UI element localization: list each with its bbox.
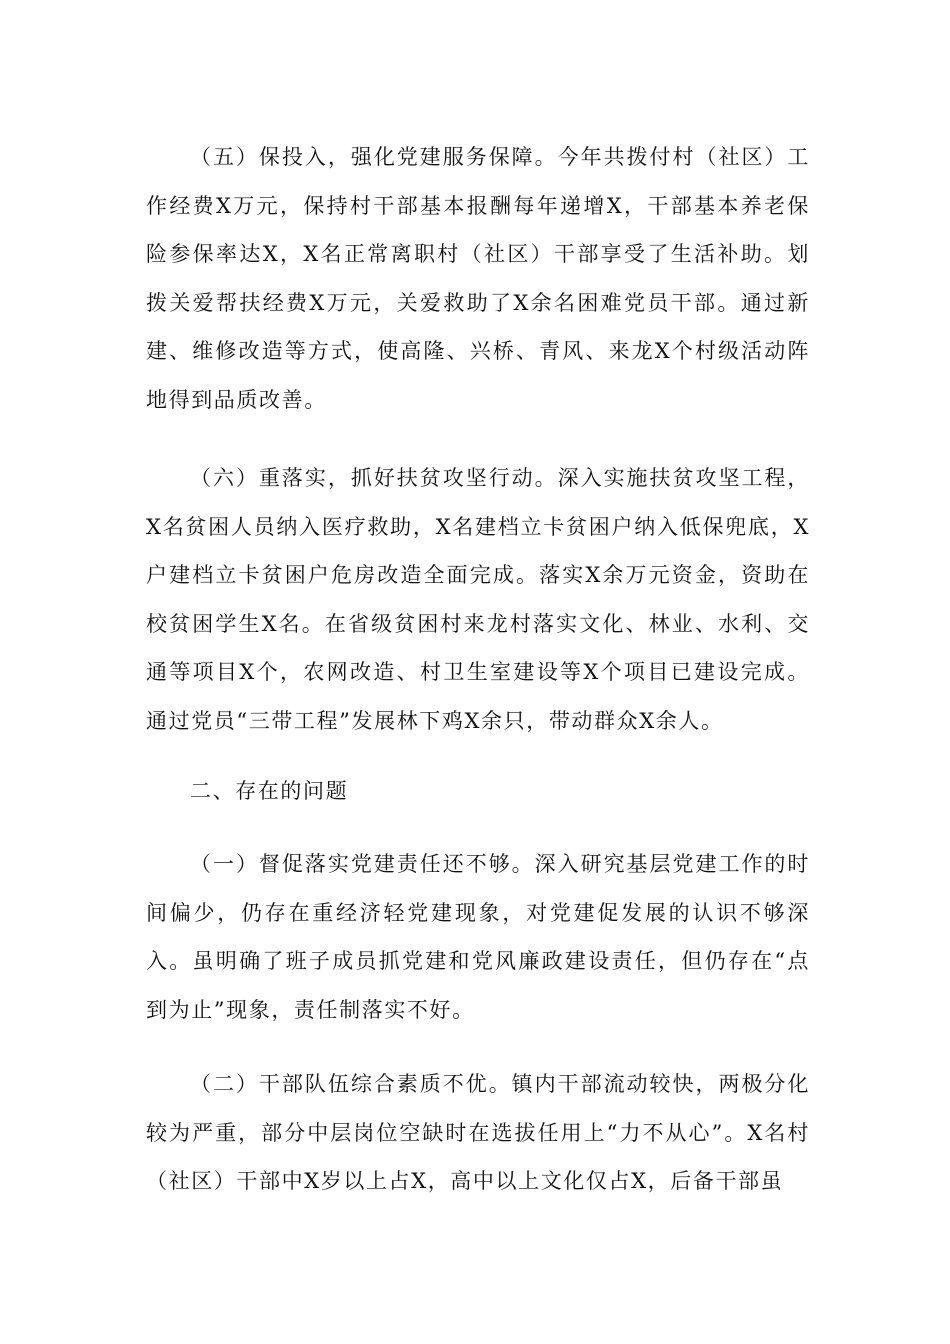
paragraph-two-cadre-quality: （二）干部队伍综合素质不优。镇内干部流动较快，两极分化较为严重，部分中层岗位空缺时在选拔任用上“力不从心”。X名村（社区）干部中X岁以上占X，高中以上文化仅占X，后备干部虽 bbox=[146, 1072, 810, 1194]
section-heading-problems: 二、存在的问题 bbox=[190, 779, 349, 803]
paragraph-five-investment: （五）保投入，强化党建服务保障。今年共拨付村（社区）工作经费X万元，保持村干部基本报酬每年递增X，干部基本养老保险参保率达X，X名正常离职村（社区）干部享受了生活补助。划拨关爱帮扶经费X万元，关爱救助了X余名困难党员干部。通过新建、维修改造等方式，使高隆、兴桥、青风、来龙X个村级活动阵地得到品质改善。 bbox=[146, 145, 810, 412]
paragraph-six-poverty-alleviation: （六）重落实，抓好扶贫攻坚行动。深入实施扶贫攻坚工程，X名贫困人员纳入医疗救助，X名建档立卡贫困户纳入低保兜底，X户建档立卡贫困户危房改造全面完成。落实X余万元资金，资助在校贫困学生X名。在省级贫困村来龙村落实文化、林业、水利、交通等项目X个，农网改造、村卫生室建设等X个项目已建设完成。通过党员“三带工程”发展林下鸡X余只，带动群众X余人。 bbox=[146, 466, 810, 733]
paragraph-one-responsibility: （一）督促落实党建责任还不够。深入研究基层党建工作的时间偏少，仍存在重经济轻党建现象，对党建促发展的认识不够深入。虽明确了班子成员抓党建和党风廉政建设责任，但仍存在“点到为止”现象，责任制落实不好。 bbox=[146, 852, 810, 1022]
